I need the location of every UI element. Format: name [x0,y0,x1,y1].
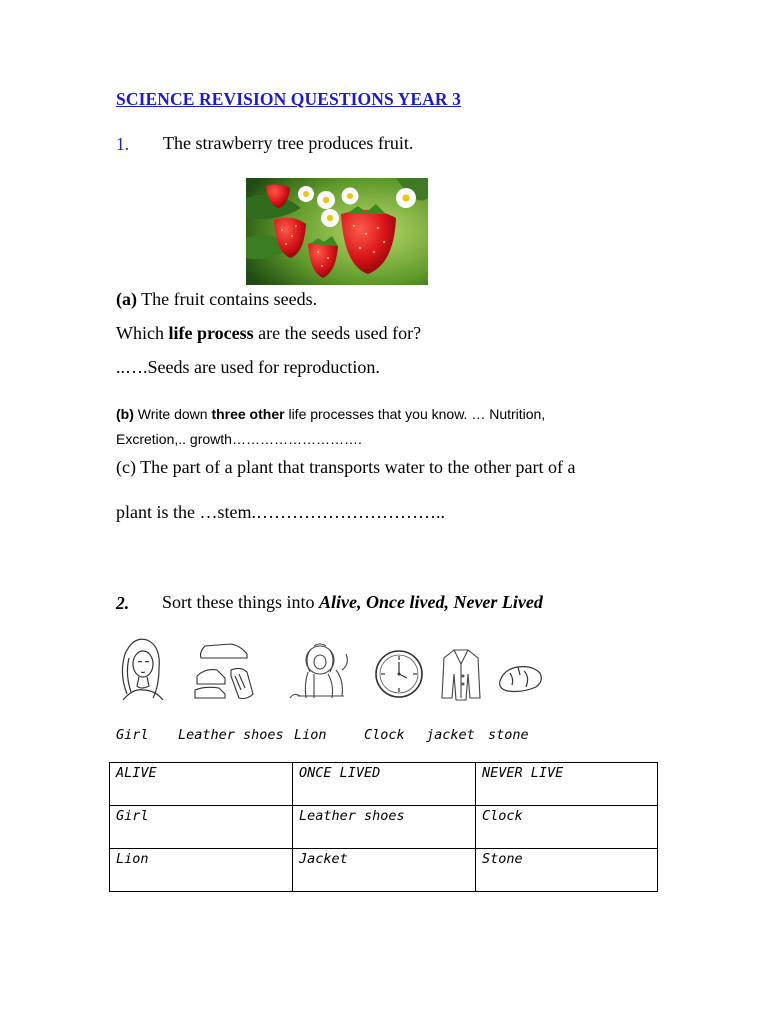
question-1a-which [116,323,421,344]
strawberry-photo [246,178,428,285]
lion-icon [284,640,352,702]
table-row [110,849,658,892]
label-girl: Girl [116,727,149,743]
question-1c-line1: (c) The part of a plant that transports water to the other part of a [116,457,576,477]
answer-1b-line2: Excretion,.. growth………………………. [116,431,362,447]
jacket-icon [440,648,482,702]
question-1-number: 1. [116,134,130,154]
label-stone: stone [488,727,529,743]
question-2-number: 2. [116,593,130,613]
question-1b-label: (b) [116,406,134,422]
which-bold: life process [168,323,254,343]
stone-icon [496,661,546,695]
question-2-prompt [162,592,543,613]
b-pre: Write down [133,406,212,422]
table-cell: Clock [476,806,658,849]
label-lion: Lion [294,727,327,743]
question-1b [116,406,545,422]
b-bold: three other [211,406,285,422]
b-post: life processes that you know. … Nutrition, [284,406,546,422]
table-cell: Stone [476,849,658,892]
label-jacket: jacket [426,727,475,743]
question-1c-line2: plant is the …stem.………………………….. [116,502,445,522]
sorting-table [109,762,658,892]
label-leather-shoes: Leather shoes [178,727,284,743]
table-cell: Lion [110,849,293,892]
label-clock: Clock [364,727,405,743]
q2-prompt-pre: Sort these things into [162,592,319,612]
question-1-prompt: The strawberry tree produces fruit. [163,133,414,153]
shoes-icon [191,636,261,702]
table-header-once-lived: ONCE LIVED [293,763,476,806]
which-pre: Which [116,323,169,343]
table-header-never-live: NEVER LIVE [476,763,658,806]
table-cell: Girl [110,806,293,849]
table-row [110,806,658,849]
page-title: SCIENCE REVISION QUESTIONS YEAR 3 [116,89,461,109]
table-cell: Jacket [293,849,476,892]
question-1a [116,289,317,310]
question-1a-label: (a) [116,289,137,309]
table-cell: Leather shoes [293,806,476,849]
table-header-row [110,763,658,806]
question-1a-text: The fruit contains seeds. [137,289,318,309]
clock-icon [374,649,424,699]
answer-1a: ..….Seeds are used for reproduction. [116,357,380,377]
table-header-alive: ALIVE [110,763,293,806]
q2-prompt-emph: Alive, Once lived, Never Lived [319,592,543,612]
girl-icon [113,634,169,702]
which-post: are the seeds used for? [253,323,422,343]
